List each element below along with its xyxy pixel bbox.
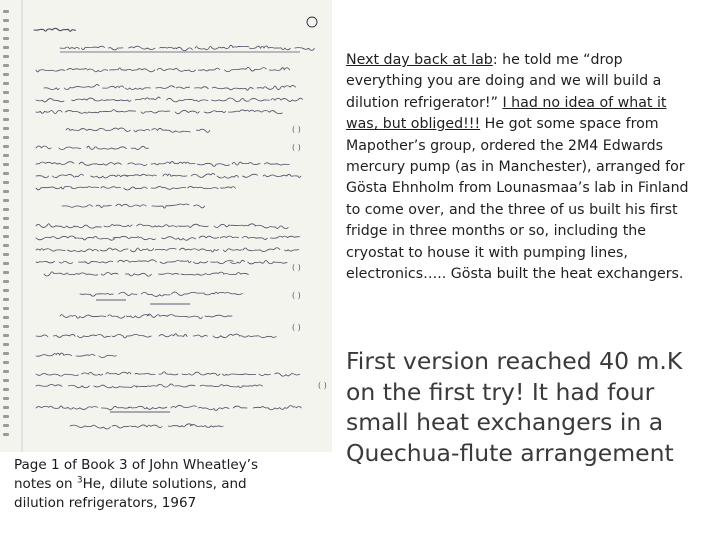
handwritten-notes-image	[0, 0, 332, 452]
binding-hole	[3, 280, 9, 283]
binding-hole	[3, 46, 9, 49]
caption-line-3: dilution refrigerators, 1967	[14, 495, 197, 511]
binding-hole	[3, 316, 9, 319]
binding-hole	[3, 37, 9, 40]
binding-hole	[3, 163, 9, 166]
binding-hole	[3, 199, 9, 202]
binding-hole	[3, 91, 9, 94]
binding-hole	[3, 406, 9, 409]
binding-hole	[3, 82, 9, 85]
binding-hole	[3, 298, 9, 301]
binding-hole	[3, 73, 9, 76]
story-part-2: He got some space from Mapother’s group, ordered the 2M4 Edwards mercury pump (as in Manchester), arranged for Gösta Ehnholm from Lounasmaa’s lab in Finland to come over, and the three of us built his first fridge in three months or so, including the cryostat to house it with pumping lines, electronics….. Gösta built the heat exchangers.	[346, 116, 689, 283]
binding-hole	[3, 397, 9, 400]
caption-line-2-prefix: notes on	[14, 476, 77, 492]
binding-hole	[3, 55, 9, 58]
equation-number: ( )	[292, 291, 301, 300]
binding-hole	[3, 388, 9, 391]
binding-hole	[3, 127, 9, 130]
equation-number: ( )	[292, 143, 301, 152]
highlight-statement: First version reached 40 m.K on the first try! It had four small heat exchangers in a Quechua-flute arrangement	[346, 347, 683, 467]
notebook-page-photo	[0, 0, 332, 452]
binding-hole	[3, 433, 9, 436]
caption-superscript: 3	[76, 475, 83, 486]
story-lead: Next day back at lab	[346, 52, 493, 68]
binding-hole	[3, 118, 9, 121]
binding-hole	[3, 415, 9, 418]
caption-line-1: Page 1 of Book 3 of John Wheatley’s	[14, 457, 259, 473]
binding-hole	[3, 253, 9, 256]
binding-hole	[3, 226, 9, 229]
binding-hole	[3, 244, 9, 247]
binding-hole	[3, 334, 9, 337]
equation-number: ( )	[318, 381, 327, 390]
binding-hole	[3, 217, 9, 220]
binding-hole	[3, 64, 9, 67]
binding-hole	[3, 262, 9, 265]
binding-hole	[3, 100, 9, 103]
binding-hole	[3, 208, 9, 211]
equation-number: ( )	[292, 263, 301, 272]
binding-hole	[3, 136, 9, 139]
binding-hole	[3, 235, 9, 238]
binding-hole	[3, 109, 9, 112]
binding-hole	[3, 10, 9, 13]
binding-hole	[3, 28, 9, 31]
binding-hole	[3, 172, 9, 175]
binding-hole	[3, 343, 9, 346]
caption-line-2-suffix: He, dilute solutions, and	[82, 476, 247, 492]
story-underlined: I had no idea of what it was, but obliged!!!	[346, 94, 667, 133]
binding-hole	[3, 190, 9, 193]
binding-hole	[3, 361, 9, 364]
binding-hole	[3, 145, 9, 148]
binding-hole	[3, 289, 9, 292]
binding-hole	[3, 352, 9, 355]
binding-hole	[3, 271, 9, 274]
binding-hole	[3, 19, 9, 22]
equation-number: ( )	[292, 323, 301, 332]
story-paragraph	[346, 50, 696, 285]
binding-hole	[3, 379, 9, 382]
binding-hole	[3, 307, 9, 310]
binding-hole	[3, 325, 9, 328]
story-part-1: : he told me “drop everything you are doing and we will build a dilution refrigerator!”	[346, 52, 662, 111]
image-caption	[14, 456, 314, 513]
binding-hole	[3, 424, 9, 427]
binding-hole	[3, 370, 9, 373]
binding-hole	[3, 154, 9, 157]
binding-hole	[3, 181, 9, 184]
equation-number: ( )	[292, 125, 301, 134]
